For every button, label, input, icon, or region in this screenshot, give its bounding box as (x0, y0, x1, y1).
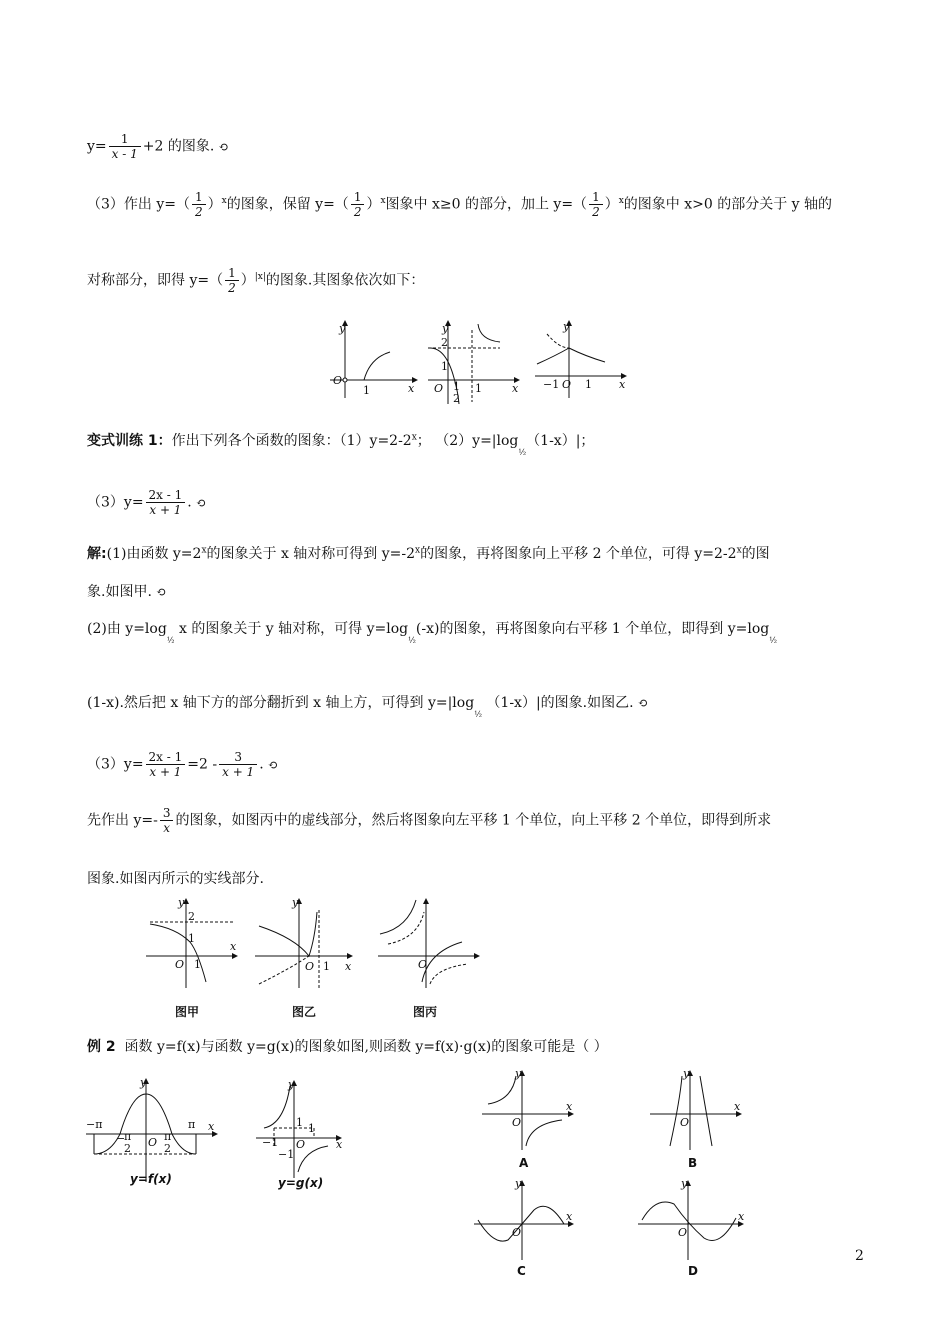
svg-text:O: O (175, 958, 185, 971)
svg-text:x: x (336, 1138, 343, 1151)
svg-text:−: − (116, 1132, 126, 1145)
svg-text:x: x (230, 940, 237, 953)
svg-text:y: y (515, 1177, 522, 1190)
line-symmetric: 对称部分，即得 y=（ $\frac{1}{2}$ ）$^{|x|}$的图象.其图象依次如下： (87, 266, 425, 295)
svg-text:1: 1 (441, 360, 448, 373)
svg-text:x: x (566, 1210, 573, 1223)
svg-text:x: x (734, 1100, 741, 1113)
svg-text:O: O (434, 382, 444, 395)
svg-text:y: y (681, 1177, 688, 1190)
svg-text:1: 1 (194, 958, 201, 971)
graph-g (256, 1080, 346, 1180)
option-c: C (517, 1264, 526, 1278)
svg-text:−1: −1 (278, 1148, 295, 1161)
svg-text:y: y (178, 896, 185, 909)
figure-2-graph (428, 318, 522, 406)
solution-1: 解:(1)由函数 $y=2^x$的图象关于 x 轴对称可得到 $y=-2^x$的图象，再将图象向上平移 2 个单位，可得 $y=2-2^x$的图 (87, 545, 770, 562)
svg-text:O: O (512, 1116, 522, 1129)
svg-text:O: O (333, 374, 343, 387)
svg-text:x: x (512, 382, 519, 395)
svg-text:y: y (442, 322, 449, 335)
svg-text:O: O (148, 1136, 158, 1149)
svg-text:O: O (418, 958, 428, 971)
svg-text:O: O (305, 960, 315, 973)
svg-text:x: x (408, 382, 415, 395)
svg-text:x: x (619, 378, 626, 391)
solution-2b: (1-x).然后把 x 轴下方的部分翻折到 x 轴上方，可得到 $y=|\log_{\frac{1}{2}}$ （1-x）|的图象.如图乙. ⟲ (87, 695, 648, 719)
svg-text:2: 2 (164, 1142, 171, 1155)
caption-yi: 图乙 (292, 1005, 317, 1019)
svg-text:y: y (683, 1067, 690, 1080)
figure-yi (255, 898, 355, 988)
svg-text:1: 1 (188, 932, 195, 945)
svg-text:y: y (515, 1067, 522, 1080)
svg-text:−π: −π (86, 1118, 103, 1131)
option-c-graph (474, 1177, 578, 1260)
svg-text:1: 1 (308, 1122, 315, 1135)
svg-text:2: 2 (124, 1142, 131, 1155)
example-2: 例 2 函数 y=f(x)与函数 y=g(x)的图象如图,则函数 y=f(x)·g(x)的图象可能是（ ） (87, 1039, 608, 1055)
svg-text:O: O (680, 1116, 690, 1129)
exercise-1-part3: （3）y= $\frac{2x - 1}{x + 1}$ . ⟲ (87, 488, 206, 517)
solution-3: （3）y= $\frac{2x - 1}{x + 1}$ =2 - $\frac{3}{x + 1}$ . ⟲ (87, 750, 278, 779)
svg-text:y: y (292, 896, 299, 909)
svg-text:1: 1 (585, 378, 592, 391)
svg-text:y: y (140, 1076, 147, 1089)
svg-text:2: 2 (441, 336, 448, 349)
marker-icon: ⟲ (218, 139, 229, 154)
option-b: B (688, 1156, 698, 1170)
svg-text:π: π (164, 1130, 172, 1143)
svg-text:O: O (678, 1226, 688, 1239)
svg-text:O: O (296, 1138, 306, 1151)
svg-text:1: 1 (296, 1116, 303, 1129)
option-d: D (688, 1264, 698, 1278)
svg-text:1: 1 (475, 382, 482, 395)
solution-3c: 图象.如图丙所示的实线部分. (87, 871, 264, 887)
page-number: 2 (855, 1248, 864, 1264)
figure-3-graph (535, 318, 629, 398)
caption-jia: 图甲 (175, 1005, 200, 1019)
svg-text:−1: −1 (262, 1136, 279, 1149)
line-part3: （3）作出 y=（ $\frac{1}{2}$ ）$^x$的图象，保留 y=（ $\frac{1}{2}$ ）$^x$图象中 x≥0 的部分，加上 y=（ $\frac{1}{2}$ ）$^x$的图象中 x>0 的部分关于 y 轴的 (87, 190, 833, 219)
option-a-graph (482, 1067, 578, 1150)
label-g: y=g(x) (278, 1176, 324, 1190)
line-y-equals-frac: y= $\frac{1}{x - 1}$ +2 的图象. ⟲ (87, 132, 229, 161)
option-b-graph (650, 1067, 746, 1150)
svg-text:π: π (188, 1118, 196, 1131)
svg-text:y: y (339, 322, 346, 335)
svg-text:1: 1 (323, 960, 330, 973)
exercise-1: 变式训练 1：作出下列各个函数的图象：$(1)y=2-2^x$； $(2)y=|\log_{\frac{1}{2}}(1-x)|$； (87, 432, 595, 457)
svg-text:x: x (566, 1100, 573, 1113)
svg-text:x: x (345, 960, 352, 973)
svg-text:x: x (208, 1120, 215, 1133)
fraction: $\frac{1}{x - 1}$ (109, 132, 141, 161)
svg-text:y: y (563, 320, 570, 333)
figure-1-graph (330, 318, 420, 398)
option-d-graph (638, 1177, 748, 1260)
solution-3b: 先作出 y=- $\frac{3}{x}$ 的图象，如图丙中的虚线部分，然后将图象向左平移 1 个单位，向上平移 2 个单位，即得到所求 (87, 806, 772, 835)
svg-text:x: x (738, 1210, 745, 1223)
svg-text:y: y (288, 1078, 295, 1091)
caption-bing: 图丙 (413, 1005, 438, 1019)
figure-jia (146, 898, 242, 988)
svg-text:π: π (124, 1130, 132, 1143)
option-a: A (519, 1156, 529, 1170)
solution-1b: 象.如图甲. ⟲ (87, 584, 166, 600)
svg-text:1: 1 (453, 380, 460, 393)
svg-text:2: 2 (188, 910, 195, 923)
svg-text:O: O (562, 378, 572, 391)
svg-text:−1: −1 (543, 378, 560, 391)
label-f: y=f(x) (130, 1172, 172, 1186)
svg-text:1: 1 (363, 384, 370, 397)
svg-text:O: O (512, 1226, 522, 1239)
solution-2: (2)由 $y=\log_{\frac{1}{2}}$ x 的图象关于 y 轴对称，可得 $y=\log_{\frac{1}{2}}(-x)$的图象，再将图象向右平移 1 个单位，即得到 $y=\log_{\frac{1}{2}}$ (87, 621, 777, 645)
svg-text:2: 2 (453, 392, 460, 405)
figure-bing (378, 898, 482, 988)
